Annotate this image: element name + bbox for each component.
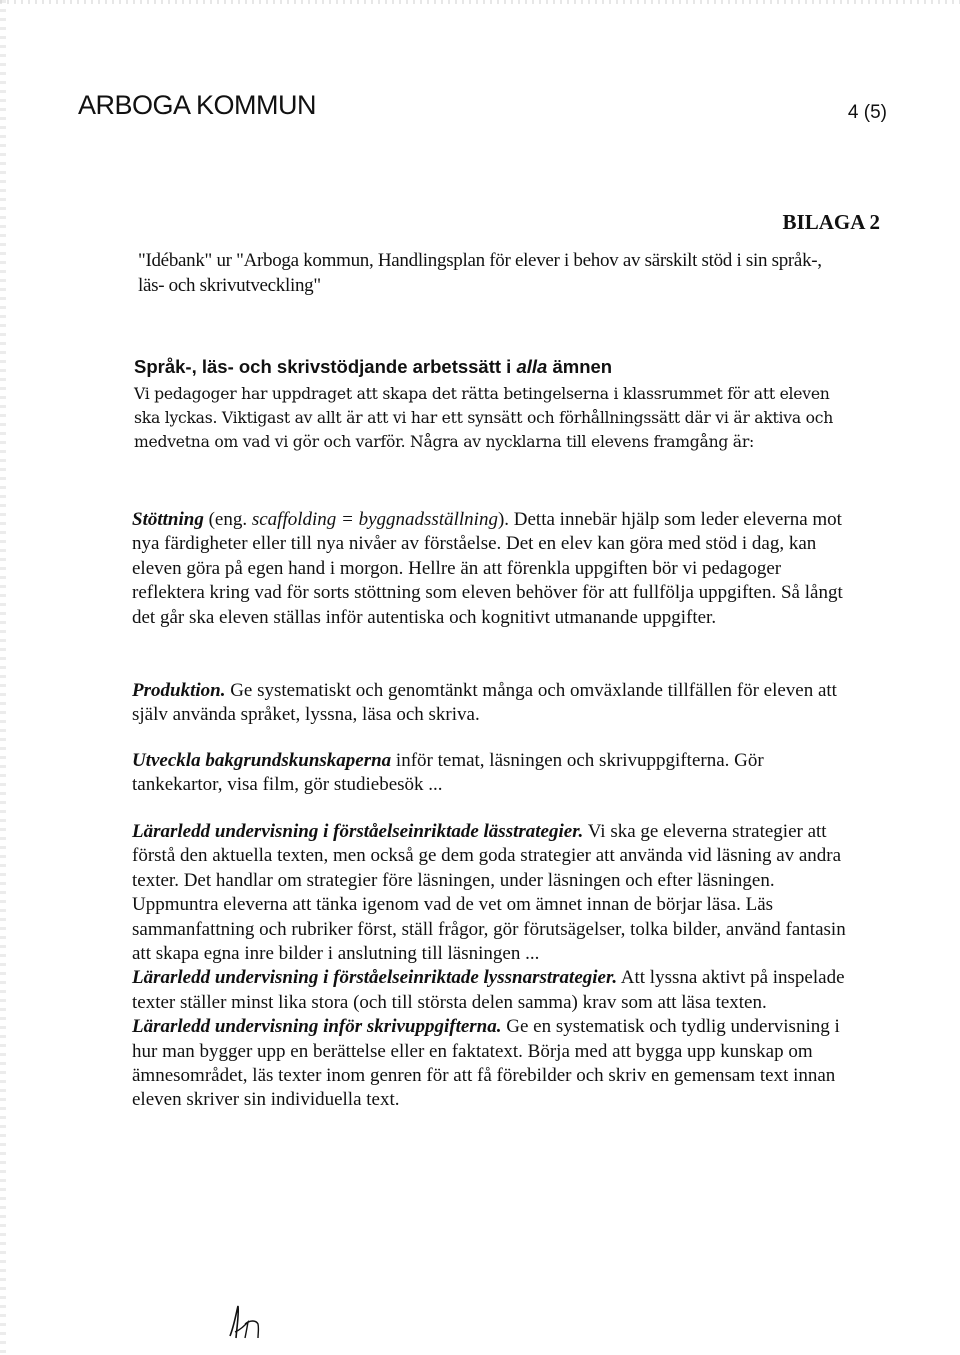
- paragraph-produktion: [132, 679, 852, 728]
- idea-bank-source: "Idébank" ur "Arboga kommun, Handlingsplan för elever i behov av särskilt stöd i sin språk-, läs- och skrivutveckling": [138, 250, 822, 296]
- scan-edge-artifact: [0, 0, 6, 1355]
- paragraph-heading: Lärarledd undervisning i förståelseinriktade lässtrategier.: [132, 821, 584, 842]
- section-title-start: Språk-, läs- och skrivstödjande arbetssätt i: [134, 356, 517, 377]
- appendix-label: BILAGA 2: [782, 210, 880, 234]
- organization-name: ARBOGA KOMMUN: [78, 90, 317, 120]
- paragraph-heading: Stöttning: [132, 509, 204, 530]
- scan-top-artifact: [0, 0, 960, 4]
- paragraph-heading: Lärarledd undervisning inför skrivuppgifterna.: [132, 1016, 502, 1038]
- paren-open: (eng.: [203, 509, 252, 530]
- paragraph-stottning: [132, 508, 852, 630]
- paragraph-lasstrategier: [132, 820, 852, 966]
- paragraph-text: inför temat, läsningen och skrivuppgifterna. Gör tankekartor, visa film, gör studiebesök ...: [132, 750, 764, 796]
- page-number: 4 (5): [847, 102, 887, 123]
- paragraph-group-lararledd: [132, 820, 852, 1113]
- section-title-end: ämnen: [547, 356, 613, 377]
- paragraph-heading: Produktion.: [132, 680, 226, 701]
- paragraph-heading: Lärarledd undervisning i förståelseinriktade lyssnarstrategier.: [132, 967, 618, 989]
- signature-initials: [224, 1302, 266, 1342]
- paren-close: ).: [497, 509, 514, 530]
- paragraph-text: Vi ska ge eleverna strategier att förstå den aktuella texten, men också ge dem goda strategier att använda vid läsning av andra texter. Det handlar om strategier före läsningen, under läsningen och efter läsningen. Uppmuntra eleverna att tänka igenom vad de vet om ämnet innan de börjar läsa. Läs sammanfattning och rubriker först, ställ frågor, gör förutsägelser, tolka bilder, använd fantasin att skapa egna inre bilder i anslutning till läsningen ...: [132, 821, 846, 965]
- section-title-emphasis: alla: [516, 356, 548, 377]
- paragraph-text: Ge systematiskt och genomtänkt många och omväxlande tillfällen för eleven att själv använda språket, lyssna, läsa och skriva.: [132, 680, 837, 726]
- paragraph-skrivuppgifterna: [132, 1015, 852, 1113]
- paragraph-heading: Utveckla bakgrundskunskaperna: [132, 750, 392, 771]
- section-title: [134, 356, 612, 378]
- paragraph-text: Detta innebär hjälp som leder eleverna mot nya färdigheter eller till nya nivåer av förståelse. Det en elev kan göra med stöd i dag, kan eleven göra på egen hand i morgon. Hellre än att förenkla uppgiften bör vi pedagoger reflektera kring vad för sorts stöttning som eleven behöver för att fullfölja uppgiften. Så långt det går ska eleven ställas inför autentiska och kognitivt utmanande uppgifter.: [132, 509, 843, 628]
- paragraph-text: Ge en systematisk och tydlig undervisning i hur man bygger upp en berättelse eller en faktatext. Börja med att bygga upp kunskap om ämnesområdet, läs texter inom genren för att få förebilder och skriv en gemensam text innan eleven skriver sin individuella text.: [132, 1016, 840, 1111]
- section-intro: Vi pedagoger har uppdraget att skapa det rätta betingelserna i klassrummet för att eleven ska lyckas. Viktigast av allt är att vi har ett synsätt och förhållningssätt där vi är aktiva och medvetna om vad vi gör och varför. Några av nycklarna till elevens framgång är:: [134, 385, 834, 451]
- paragraph-text: Att lyssna aktivt på inspelade texter ställer minst lika stora (och till största delen samma) krav som att läsa texten.: [132, 967, 845, 1013]
- scaffolding-term: scaffolding = byggnadsställning: [251, 509, 498, 530]
- paragraph-lyssnarstrategier: [132, 966, 852, 1015]
- paragraph-utveckla: [132, 749, 852, 798]
